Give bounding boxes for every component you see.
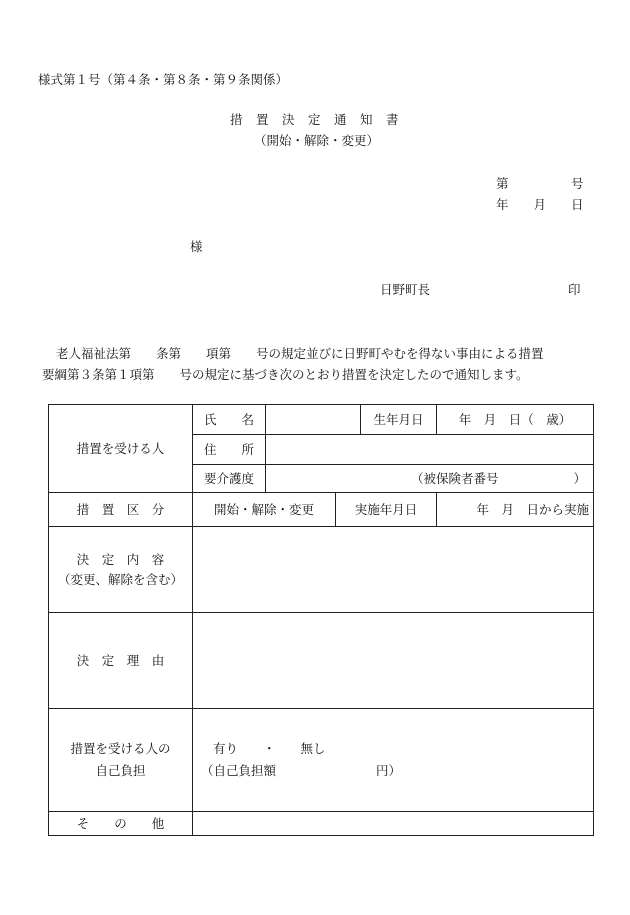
decision-content: [193, 527, 594, 613]
name-label: 氏 名: [193, 405, 266, 435]
body-text-line-2: 要綱第３条第１項第 号の規定に基づき次のとおり措置を決定したので通知します。: [42, 367, 529, 382]
notice-table: [48, 404, 594, 836]
reason-label: 決 定 理 由: [49, 613, 193, 709]
decision-row: [49, 527, 594, 613]
document-number: 第 号: [496, 176, 584, 191]
category-label: 措 置 区 分: [49, 493, 193, 527]
decision-label-line-1: 決 定 内 容: [76, 551, 165, 567]
decision-label: [49, 527, 193, 613]
issue-date: 年 月 日: [496, 197, 584, 212]
burden-content: [193, 709, 594, 812]
reason-row: [49, 613, 594, 709]
burden-row: [49, 709, 594, 812]
category-row: [49, 493, 594, 527]
document-title: 措 置 決 定 通 知 書: [230, 112, 400, 127]
other-content: [193, 812, 594, 836]
insured-number: （被保険者番号 ）: [266, 465, 594, 493]
implementation-date-value: 年 月 日から実施: [437, 493, 594, 527]
issuer-name: 日野町長: [380, 282, 431, 297]
burden-amount: （自己負担額 円）: [201, 763, 402, 778]
category-value: 開始・解除・変更: [193, 493, 336, 527]
person-label: 措置を受ける人: [49, 405, 193, 493]
burden-label-line-2: 自己負担: [95, 763, 146, 778]
implementation-date-label: 実施年月日: [336, 493, 437, 527]
birth-label: 生年月日: [361, 405, 437, 435]
address-value: [266, 435, 594, 465]
burden-choice: 有り ・ 無し: [213, 741, 326, 756]
reason-content: [193, 613, 594, 709]
addressee-suffix: 様: [190, 239, 203, 254]
care-level-label: 要介護度: [193, 465, 266, 493]
other-row: [49, 812, 594, 836]
decision-label-line-2: （変更、解除を含む）: [57, 571, 183, 587]
document-subtitle: （開始・解除・変更）: [254, 133, 380, 148]
burden-label-line-1: 措置を受ける人の: [70, 741, 171, 756]
address-label: 住 所: [193, 435, 266, 465]
birth-value: 年 月 日（ 歳）: [437, 405, 594, 435]
name-value: [266, 405, 361, 435]
body-text-line-1: 老人福祉法第 条第 項第 号の規定並びに日野町やむを得ない事由による措置: [56, 346, 544, 361]
other-label: そ の 他: [49, 812, 193, 836]
seal-mark: 印: [568, 282, 581, 297]
burden-label: [49, 709, 193, 812]
name-row: [49, 405, 594, 435]
form-reference: 様式第１号（第４条・第８条・第９条関係）: [38, 72, 289, 87]
